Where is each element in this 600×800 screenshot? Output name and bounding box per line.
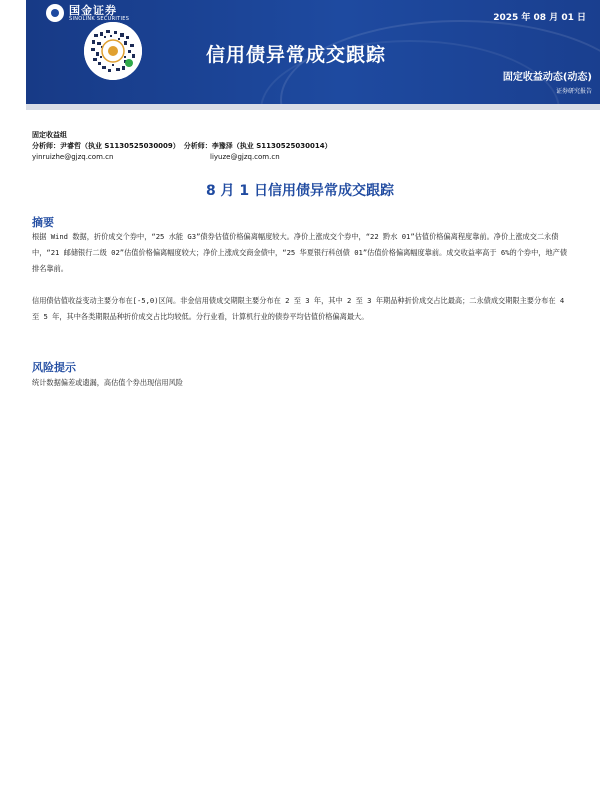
logo-mark-icon [46,4,64,22]
logo-english-name: SINOLINK SECURITIES [69,15,130,22]
risk-heading: 风险提示 [32,361,76,374]
report-date: 2025 年 08 月 01 日 [493,13,586,23]
analyst-email[interactable]: liyuze@gjzq.com.cn [210,153,280,161]
company-logo [46,4,129,22]
team-label: 固定收益组 [32,131,67,139]
summary-paragraph: 信用债估值收益变动主要分布在[-5,0)区间。非金信用债成交期限主要分布在 2 至 3 年，其中 2 至 3 年期品种折价成交占比最高；二永债成交期限主要分布在 4 至 5 年，其中各类期限品种折价成交占比均较低。分行业看，计算机行业的债券平均估值价格偏离最大。 [32,296,565,321]
header-banner [26,0,600,110]
analyst-name: 分析师：李豫泽（执业 S1130525030014） [183,142,332,150]
qr-code-icon [84,22,142,80]
logo-chinese-name: 国金证券 [69,3,117,17]
risk-text: 统计数据偏差或遗漏，高估值个券出现信用风险 [32,378,183,387]
report-type: 证券研究报告 [555,88,592,95]
report-category: 固定收益动态(动态) [502,72,592,83]
analyst-info [32,130,332,163]
analyst-email[interactable]: yinruizhe@gjzq.com.cn [32,153,114,161]
report-title: 信用债异常成交跟踪 [206,44,387,66]
analyst-name: 分析师：尹睿哲（执业 S1130525030009） [32,142,180,150]
summary-heading: 摘要 [32,216,54,229]
summary-paragraph: 根据 Wind 数据，折价成交个券中，“25 水能 G3”债券估值价格偏离幅度较大。净价上涨成交个券中，“22 黔水 01”估值价格偏离程度靠前。净价上涨成交二永债中，“21 邮储银行二级 02”估值价格偏离幅度较大；净价上涨成交商金债中，“25 华夏银行科创债 01”估值价格偏离幅度靠前。成交收益率高于 6%的个券中，地产债排名靠前。 [32,232,568,273]
document-title: 8 月 1 日信用债异常成交跟踪 [205,183,395,199]
